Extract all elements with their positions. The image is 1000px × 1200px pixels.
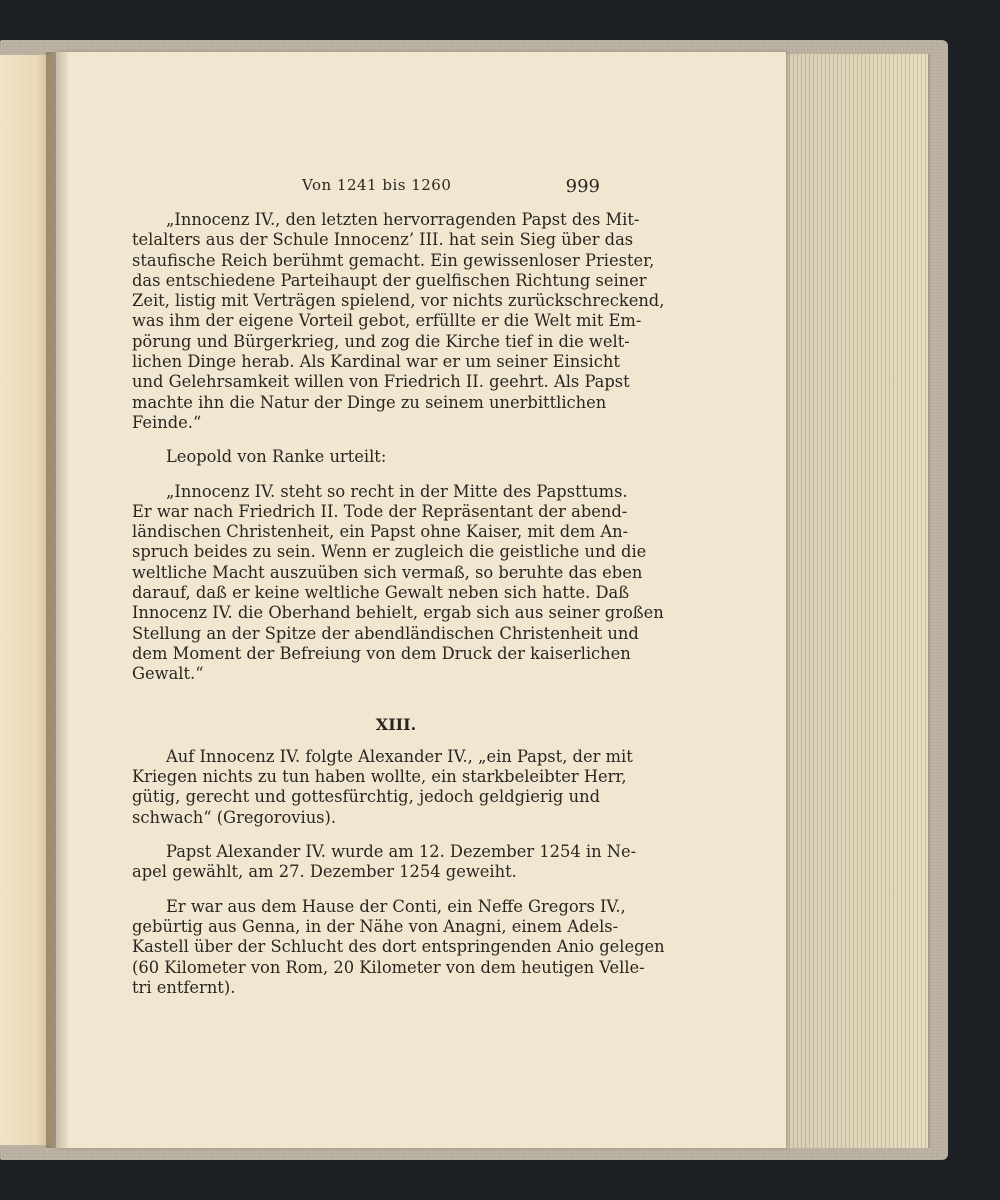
text-line: dem Moment der Befreiung von dem Druck der kaiserlichen [132, 643, 631, 663]
text-line: „Innocenz IV., den letzten hervorragenden Papst des Mit- [166, 210, 640, 229]
text-line: weltliche Macht auszuüben sich vermaß, so beruhte das eben [132, 562, 643, 582]
text-line: Papst Alexander IV. wurde am 12. Dezember 1254 in Ne- [166, 842, 637, 862]
text-line: Er war nach Friedrich II. Tode der Repräsentant der abend- [132, 501, 628, 521]
running-head [120, 176, 600, 200]
text-line: Kriegen nichts zu tun haben wollte, ein starkbeleibter Herr, [132, 767, 627, 787]
paragraph-alexander-succession [132, 746, 633, 828]
gutter-shadow [46, 52, 68, 1148]
paragraph-alexander-election [132, 842, 637, 883]
text-line: Gewalt.“ [132, 664, 204, 684]
text-line: tri entfernt). [132, 977, 236, 997]
text-line: Er war aus dem Hause der Conti, ein Neffe Gregors IV., [166, 896, 626, 916]
text-line: Innocenz IV. die Oberhand behielt, ergab sich aus seiner großen [132, 603, 664, 623]
text-line: Stellung an der Spitze der abendländischen Christenheit und [132, 623, 639, 643]
text-line: pörung und Bürgerkrieg, und zog die Kirche tief in die welt- [132, 331, 630, 351]
text-line: Leopold von Ranke urteilt: [166, 447, 387, 467]
text-line: (60 Kilometer von Rom, 20 Kilometer von dem heutigen Velle- [132, 957, 645, 977]
text-line: darauf, daß er keine weltliche Gewalt neben sich hatte. Daß [132, 583, 630, 603]
section-heading: XIII. [375, 714, 417, 734]
text-line: „Innocenz IV. steht so recht in der Mitte des Papsttums. [166, 481, 628, 501]
page-number: 999 [565, 176, 600, 197]
text-line: Auf Innocenz IV. folgte Alexander IV., „ein Papst, der mit [166, 746, 633, 766]
text-line: gebürtig aus Genna, in der Nähe von Anagni, einem Adels- [132, 916, 619, 936]
text-line: spruch beides zu sein. Wenn er zugleich die geistliche und die [132, 542, 647, 562]
body-text [132, 210, 665, 998]
text-line: staufische Reich berühmt gemacht. Ein gewissenloser Priester, [132, 250, 655, 270]
text-line: Zeit, listig mit Verträgen spielend, vor nichts zurückschreckend, [132, 291, 665, 311]
text-line: gütig, gerecht und gottesfürchtig, jedoch geldgierig und [132, 787, 600, 807]
text-line: und Gelehrsamkeit willen von Friedrich II. geehrt. Als Papst [132, 372, 630, 392]
text-line: Feinde.“ [132, 412, 202, 432]
text-line: Kastell über der Schlucht des dort entspringenden Anio gelegen [132, 937, 665, 957]
text-line: apel gewählt, am 27. Dezember 1254 geweiht. [132, 862, 517, 882]
text-line: machte ihn die Natur der Dinge zu seinem unerbittlichen [132, 392, 607, 412]
previous-page-edge [0, 55, 52, 1145]
text-line: das entschiedene Parteihaupt der guelfischen Richtung seiner [132, 270, 647, 290]
paragraph-ranke-intro [132, 447, 600, 467]
paragraph-quote-gregorovius [132, 210, 665, 433]
paragraph-alexander-origin [132, 896, 665, 998]
page-block-shade [786, 54, 928, 1148]
text-line: telalters aus der Schule Innocenz’ III. hat sein Sieg über das [132, 230, 634, 250]
text-line: was ihm der eigene Vorteil gebot, erfüllte er die Welt mit Em- [132, 311, 642, 331]
text-line: schwach“ (Gregorovius). [132, 807, 337, 827]
text-line: lichen Dinge herab. Als Kardinal war er um seiner Einsicht [132, 352, 620, 372]
running-title: Von 1241 bis 1260 [302, 176, 452, 194]
text-line: ländischen Christenheit, ein Papst ohne Kaiser, mit dem An- [132, 522, 629, 542]
paragraph-quote-ranke [132, 481, 664, 685]
